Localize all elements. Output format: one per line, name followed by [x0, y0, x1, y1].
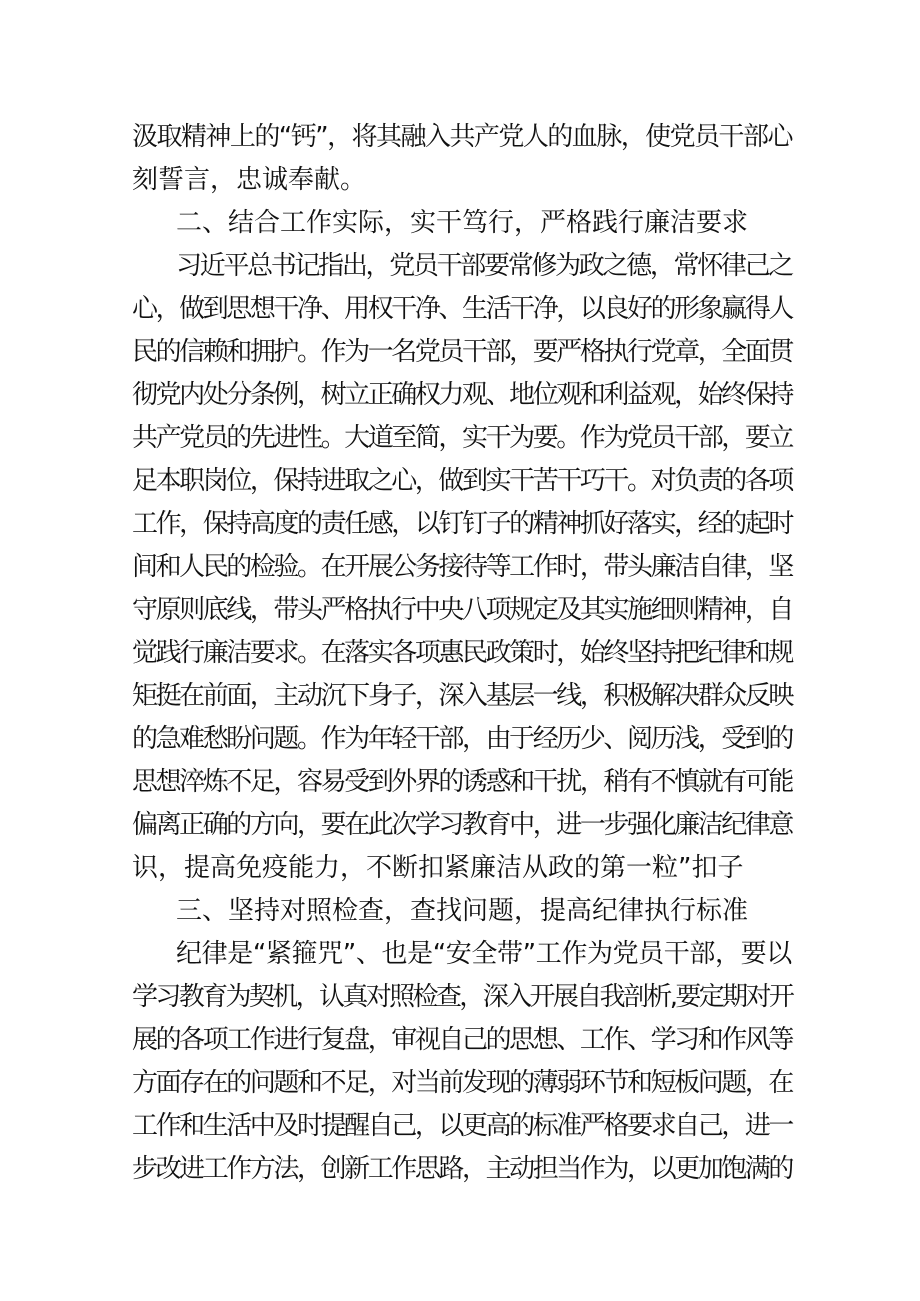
text-line: 思想淬炼不足，容易受到外界的诱惑和干扰，稍有不慎就有可能 [132, 767, 793, 797]
section-heading-3: 三、坚持对照检查，查找问题，提高纪律执行标准 [176, 896, 749, 926]
text-line: 矩挺在前面，主动沉下身子，深入基层一线，积极解决群众反映 [132, 681, 793, 711]
text-line: 彻党内处分条例，树立正确权力观、地位观和利益观，始终保持 [132, 380, 793, 410]
text-line: 汲取精神上的“钙”，将其融入共产党人的血脉，使党员干部心 [132, 122, 792, 152]
text-line: 刻誓言，忠诚奉献。 [132, 165, 367, 195]
section-heading-2: 二、结合工作实际，实干笃行，严格践行廉洁要求 [176, 208, 749, 238]
text-line: 心，做到思想干净、用权干净、生活干净，以良好的形象赢得人 [132, 294, 793, 324]
text-line: 识，提高免疫能力，不断扣紧廉洁从政的第一粒”扣子 [132, 853, 744, 883]
text-line: 学习教育为契机，认真对照检查，深入开展自我剖析,要定期对开 [132, 982, 793, 1012]
text-line: 工作，保持高度的责任感，以钉钉子的精神抓好落实，经的起时 [132, 509, 793, 539]
text-line: 觉践行廉洁要求。在落实各项惠民政策时，始终坚持把纪律和规 [132, 638, 793, 668]
paragraph-start: 纪律是“紧箍咒”、也是“安全带”工作为党员干部，要以 [176, 939, 792, 969]
text-line: 足本职岗位，保持进取之心，做到实干苦干巧干。对负责的各项 [132, 466, 793, 496]
text-line: 共产党员的先进性。大道至简，实干为要。作为党员干部，要立 [132, 423, 793, 453]
text-line: 展的各项工作进行复盘，审视自己的思想、工作、学习和作风等 [132, 1025, 793, 1055]
text-line: 的急难愁盼问题。作为年轻干部，由于经历少、阅历浅，受到的 [132, 724, 793, 754]
text-line: 民的信赖和拥护。作为一名党员干部，要严格执行党章，全面贯 [132, 337, 793, 367]
text-line: 步改进工作方法，创新工作思路，主动担当作为，以更加饱满的 [132, 1154, 793, 1184]
text-line: 间和人民的检验。在开展公务接待等工作时，带头廉洁自律，坚 [132, 552, 793, 582]
text-line: 工作和生活中及时提醒自己，以更高的标准严格要求自己，进一 [132, 1111, 793, 1141]
text-line: 偏离正确的方向，要在此次学习教育中，进一步强化廉洁纪律意 [132, 810, 793, 840]
text-line: 守原则底线，带头严格执行中央八项规定及其实施细则精神，自 [132, 595, 793, 625]
text-line: 方面存在的问题和不足，对当前发现的薄弱环节和短板问题，在 [132, 1068, 793, 1098]
paragraph-start: 习近平总书记指出，党员干部要常修为政之德，常怀律己之 [176, 251, 793, 281]
